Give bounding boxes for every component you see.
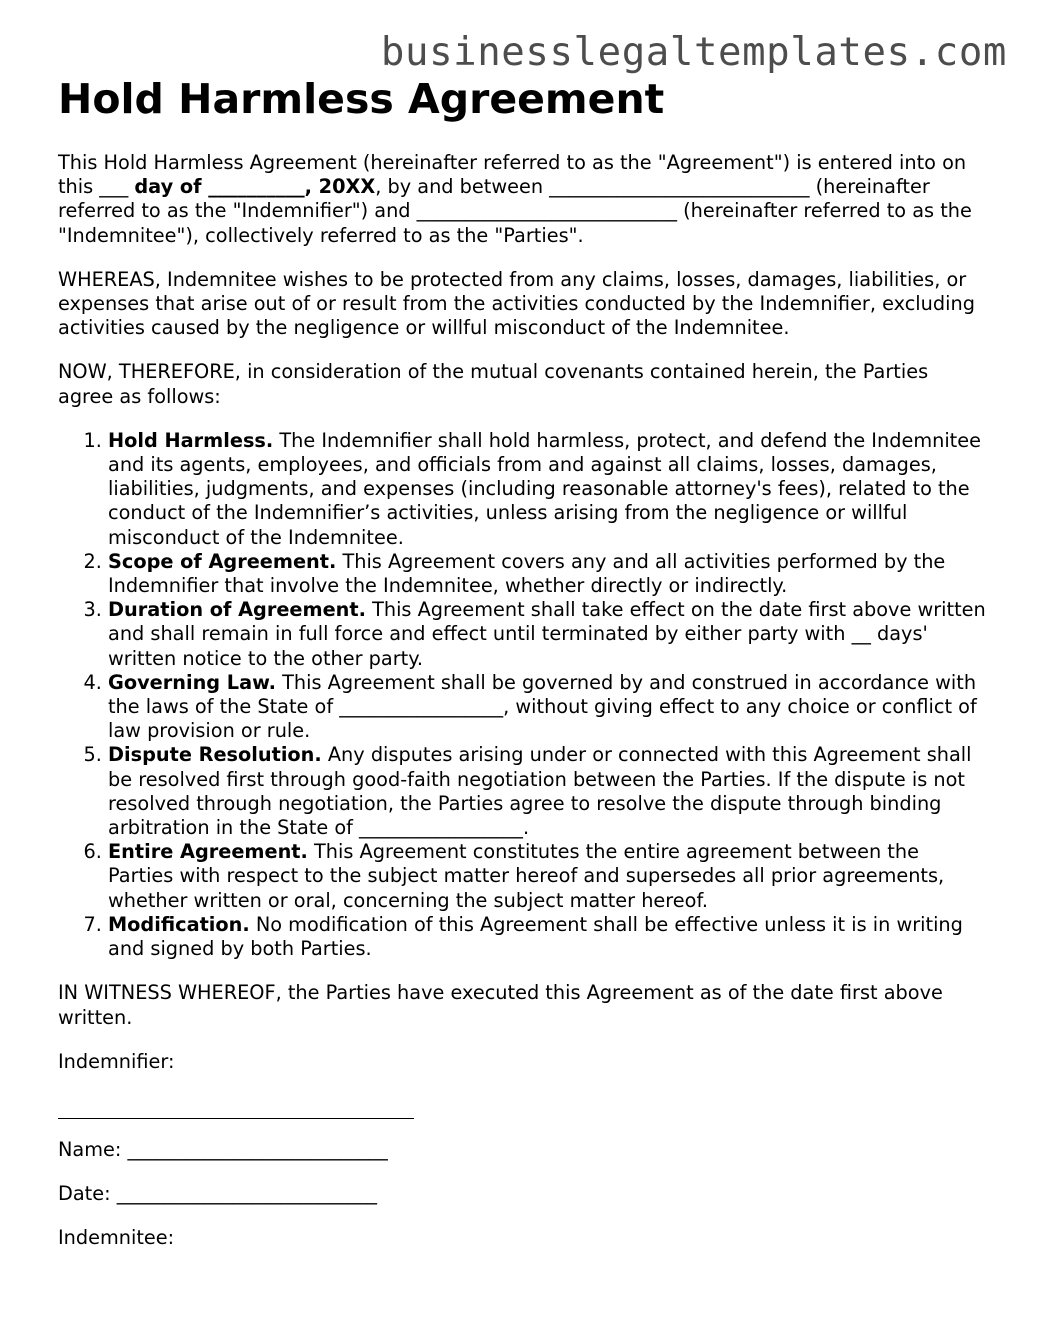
clause-item	[108, 429, 988, 550]
clause-text: This Agreement shall be governed by and construed in accordance with the laws of the State of _________________, without giving effect to any choice or conflict of law provision or rule.	[108, 670, 977, 743]
site-watermark: businesslegaltemplates.com	[380, 30, 1007, 75]
name-field: Name: ___________________________	[58, 1137, 388, 1161]
clause-text: Any disputes arising under or connected with this Agreement shall be resolved first through good-faith negotiation between the Parties. If the dispute is not resolved through negotiation, the Parties agree to resolve the dispute through binding arbitration in the State of _________________.	[108, 743, 972, 840]
signature-rule	[58, 1094, 414, 1119]
intro-paragraph	[58, 151, 988, 248]
clause-heading: Duration of Agreement.	[108, 598, 366, 622]
intro-text-2: , by and between ___________________________ (hereinafter referred to as the "Indemnifier") and ___________________________ (hereinafter referred to as the "Indemnitee"), collectively referred to as the "Parties".	[58, 175, 972, 247]
intro-text-1: This Hold Harmless Agreement (hereinafter referred to as the "Agreement") is entered into on this ___	[58, 151, 967, 199]
clause-item	[108, 743, 988, 840]
clause-text: The Indemnifier shall hold harmless, protect, and defend the Indemnitee and its agents, employees, and officials from and against all claims, losses, damages, liabilities, judgments, and expenses (including reasonable attorney's fees), related to the conduct of the Indemnifier’s activities, unless arising from the negligence or willful misconduct of the Indemnitee.	[108, 428, 981, 549]
intro-date-blank: day of __________, 20XX	[134, 175, 376, 199]
document-page	[58, 74, 988, 1251]
clause-heading: Dispute Resolution.	[108, 743, 322, 767]
clause-text: This Agreement constitutes the entire agreement between the Parties with respect to the subject matter hereof and supersedes all prior agreements, whether written or oral, concerning the subject matter hereof.	[108, 840, 945, 912]
indemnifier-signature-line	[58, 1094, 988, 1118]
whereas-paragraph: WHEREAS, Indemnitee wishes to be protected from any claims, losses, damages, liabilities, or expenses that arise out of or result from the activities conducted by the Indemnifier, excluding activities caused by the negligence or willful misconduct of the Indemnitee.	[58, 267, 975, 340]
clause-list	[58, 429, 988, 961]
clause-text: This Agreement covers any and all activities performed by the Indemnifier that involve the Indemnitee, whether directly or indirectly.	[108, 549, 946, 598]
clause-item	[108, 840, 988, 913]
clause-text: This Agreement shall take effect on the date first above written and shall remain in full force and effect until terminated by either party with __ days' written notice to the other party.	[108, 598, 986, 670]
clause-heading: Hold Harmless.	[108, 428, 274, 452]
clause-text: No modification of this Agreement shall be effective unless it is in writing and signed by both Parties.	[108, 912, 963, 961]
clause-heading: Governing Law.	[108, 670, 277, 694]
clause-item	[108, 598, 988, 671]
page-title: Hold Harmless Agreement	[58, 75, 665, 123]
clause-item	[108, 671, 988, 744]
witness-paragraph: IN WITNESS WHEREOF, the Parties have executed this Agreement as of the date first above written.	[58, 981, 943, 1029]
clause-heading: Scope of Agreement.	[108, 549, 337, 573]
clause-heading: Modification.	[108, 912, 250, 936]
now-therefore-paragraph: NOW, THEREFORE, in consideration of the mutual covenants contained herein, the Parties agree as follows:	[58, 360, 929, 408]
indemnifier-label: Indemnifier:	[58, 1049, 175, 1073]
indemnitee-label: Indemnitee:	[58, 1226, 175, 1250]
clause-item	[108, 913, 988, 961]
clause-item	[108, 550, 988, 598]
clause-heading: Entire Agreement.	[108, 840, 308, 864]
date-field: Date: ___________________________	[58, 1182, 378, 1206]
